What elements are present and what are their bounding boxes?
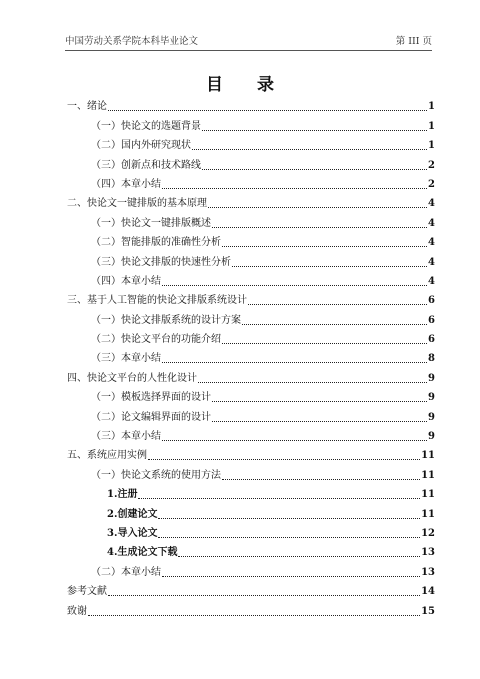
toc-entry-page-number: 11 — [421, 508, 435, 520]
toc-entry-label: 致谢 — [67, 605, 87, 617]
toc-entry-page-number: 6 — [428, 314, 435, 326]
toc-entry[interactable] — [67, 598, 435, 617]
toc-entry[interactable] — [67, 307, 435, 326]
toc-entry-label: （二）快论文平台的功能介绍 — [91, 334, 221, 346]
toc-entry-label: （二）本章小结 — [91, 566, 161, 578]
toc-entry-label: （二）国内外研究现状 — [91, 140, 191, 152]
toc-entry-label: （三）创新点和技术路线 — [91, 159, 201, 171]
toc-leader-dots — [108, 595, 420, 596]
toc-entry[interactable] — [67, 94, 435, 113]
toc-leader-dots — [158, 537, 420, 538]
toc-entry-label: 三、基于人工智能的快论文排版系统设计 — [67, 295, 247, 307]
toc-entry-page-number: 14 — [421, 586, 435, 598]
toc-entry-page-number: 9 — [428, 392, 435, 404]
toc-leader-dots — [222, 479, 420, 480]
toc-entry-label: （一）快论文的选题背景 — [91, 120, 201, 132]
toc-entry[interactable] — [67, 559, 435, 578]
toc-entry-label: （二）智能排版的准确性分析 — [91, 237, 221, 249]
toc-entry-label: 四、快论文平台的人性化设计 — [67, 372, 197, 384]
header-school-title: 中国劳动关系学院本科毕业论文 — [65, 36, 199, 47]
toc-entry-page-number: 9 — [428, 372, 435, 384]
toc-entry-label: 参考文献 — [67, 586, 107, 598]
toc-entry-label: 一、绪论 — [67, 101, 107, 113]
toc-entry[interactable] — [67, 540, 435, 559]
toc-entry-page-number: 9 — [428, 411, 435, 423]
toc-entry-page-number: 1 — [428, 101, 435, 113]
table-of-contents — [67, 94, 435, 618]
toc-leader-dots — [162, 440, 427, 441]
toc-entry-page-number: 8 — [428, 353, 435, 365]
toc-leader-dots — [148, 459, 420, 460]
toc-entry-label: 2.创建论文 — [107, 508, 158, 520]
toc-leader-dots — [222, 246, 427, 247]
toc-entry-page-number: 4 — [428, 198, 435, 210]
toc-entry-label: （二）论文编辑界面的设计 — [91, 411, 211, 423]
toc-leader-dots — [212, 227, 427, 228]
toc-entry-label: （四）本章小结 — [91, 275, 161, 287]
header-divider — [65, 50, 432, 51]
toc-leader-dots — [162, 362, 427, 363]
toc-leader-dots — [208, 207, 427, 208]
toc-entry-page-number: 4 — [428, 256, 435, 268]
toc-entry[interactable] — [67, 249, 435, 268]
toc-leader-dots — [88, 615, 420, 616]
toc-entry-page-number: 11 — [421, 450, 435, 462]
toc-leader-dots — [222, 343, 427, 344]
toc-leader-dots — [162, 285, 427, 286]
toc-entry[interactable] — [67, 113, 435, 132]
toc-entry-page-number: 2 — [428, 178, 435, 190]
toc-entry-label: （一）快论文排版系统的设计方案 — [91, 314, 241, 326]
toc-entry[interactable] — [67, 152, 435, 171]
toc-leader-dots — [202, 130, 427, 131]
toc-entry-label: （四）本章小结 — [91, 178, 161, 190]
toc-entry-page-number: 2 — [428, 159, 435, 171]
toc-entry[interactable] — [67, 404, 435, 423]
toc-entry-page-number: 12 — [421, 527, 435, 539]
toc-leader-dots — [202, 169, 427, 170]
toc-leader-dots — [212, 401, 427, 402]
toc-entry[interactable] — [67, 288, 435, 307]
toc-entry[interactable] — [67, 424, 435, 443]
toc-entry-page-number: 15 — [421, 605, 435, 617]
toc-entry-page-number: 1 — [428, 140, 435, 152]
toc-entry[interactable] — [67, 346, 435, 365]
toc-leader-dots — [242, 324, 427, 325]
toc-leader-dots — [232, 266, 427, 267]
toc-entry-page-number: 4 — [428, 237, 435, 249]
toc-entry-page-number: 4 — [428, 217, 435, 229]
toc-leader-dots — [162, 576, 420, 577]
toc-entry[interactable] — [67, 172, 435, 191]
toc-leader-dots — [248, 304, 427, 305]
toc-entry[interactable] — [67, 579, 435, 598]
toc-entry-label: 五、系统应用实例 — [67, 450, 147, 462]
toc-entry[interactable] — [67, 501, 435, 520]
toc-entry-page-number: 6 — [428, 295, 435, 307]
toc-leader-dots — [178, 556, 420, 557]
toc-leader-dots — [108, 110, 427, 111]
toc-entry-page-number: 1 — [428, 120, 435, 132]
toc-entry[interactable] — [67, 462, 435, 481]
toc-leader-dots — [162, 188, 427, 189]
toc-entry[interactable] — [67, 230, 435, 249]
page-header — [65, 33, 432, 47]
toc-entry-page-number: 13 — [421, 566, 435, 578]
toc-entry-page-number: 9 — [428, 431, 435, 443]
toc-entry[interactable] — [67, 269, 435, 288]
toc-leader-dots — [212, 421, 427, 422]
toc-entry[interactable] — [67, 482, 435, 501]
toc-entry-label: （三）快论文排版的快速性分析 — [91, 256, 231, 268]
toc-entry[interactable] — [67, 191, 435, 210]
toc-entry[interactable] — [67, 327, 435, 346]
toc-entry-label: （三）本章小结 — [91, 431, 161, 443]
toc-leader-dots — [138, 498, 420, 499]
toc-entry[interactable] — [67, 521, 435, 540]
toc-entry[interactable] — [67, 443, 435, 462]
toc-title: 目 录 — [206, 75, 288, 95]
toc-entry-label: 二、快论文一键排版的基本原理 — [67, 198, 207, 210]
toc-entry[interactable] — [67, 365, 435, 384]
toc-entry-page-number: 4 — [428, 275, 435, 287]
toc-entry[interactable] — [67, 133, 435, 152]
toc-entry-label: 4.生成论文下载 — [107, 547, 178, 559]
toc-entry-label: 3.导入论文 — [107, 527, 158, 539]
header-page-number: 第 III 页 — [395, 36, 432, 47]
toc-entry-page-number: 11 — [421, 489, 435, 501]
toc-entry-label: 1.注册 — [107, 489, 138, 501]
toc-entry-page-number: 6 — [428, 334, 435, 346]
toc-entry[interactable] — [67, 210, 435, 229]
toc-leader-dots — [158, 518, 420, 519]
toc-entry[interactable] — [67, 385, 435, 404]
toc-leader-dots — [192, 149, 427, 150]
toc-entry-label: （三）本章小结 — [91, 353, 161, 365]
toc-leader-dots — [198, 382, 427, 383]
toc-entry-page-number: 11 — [421, 469, 435, 481]
toc-entry-label: （一）快论文系统的使用方法 — [91, 469, 221, 481]
toc-entry-label: （一）快论文一键排版概述 — [91, 217, 211, 229]
toc-entry-label: （一）模板选择界面的设计 — [91, 392, 211, 404]
toc-entry-page-number: 13 — [421, 547, 435, 559]
